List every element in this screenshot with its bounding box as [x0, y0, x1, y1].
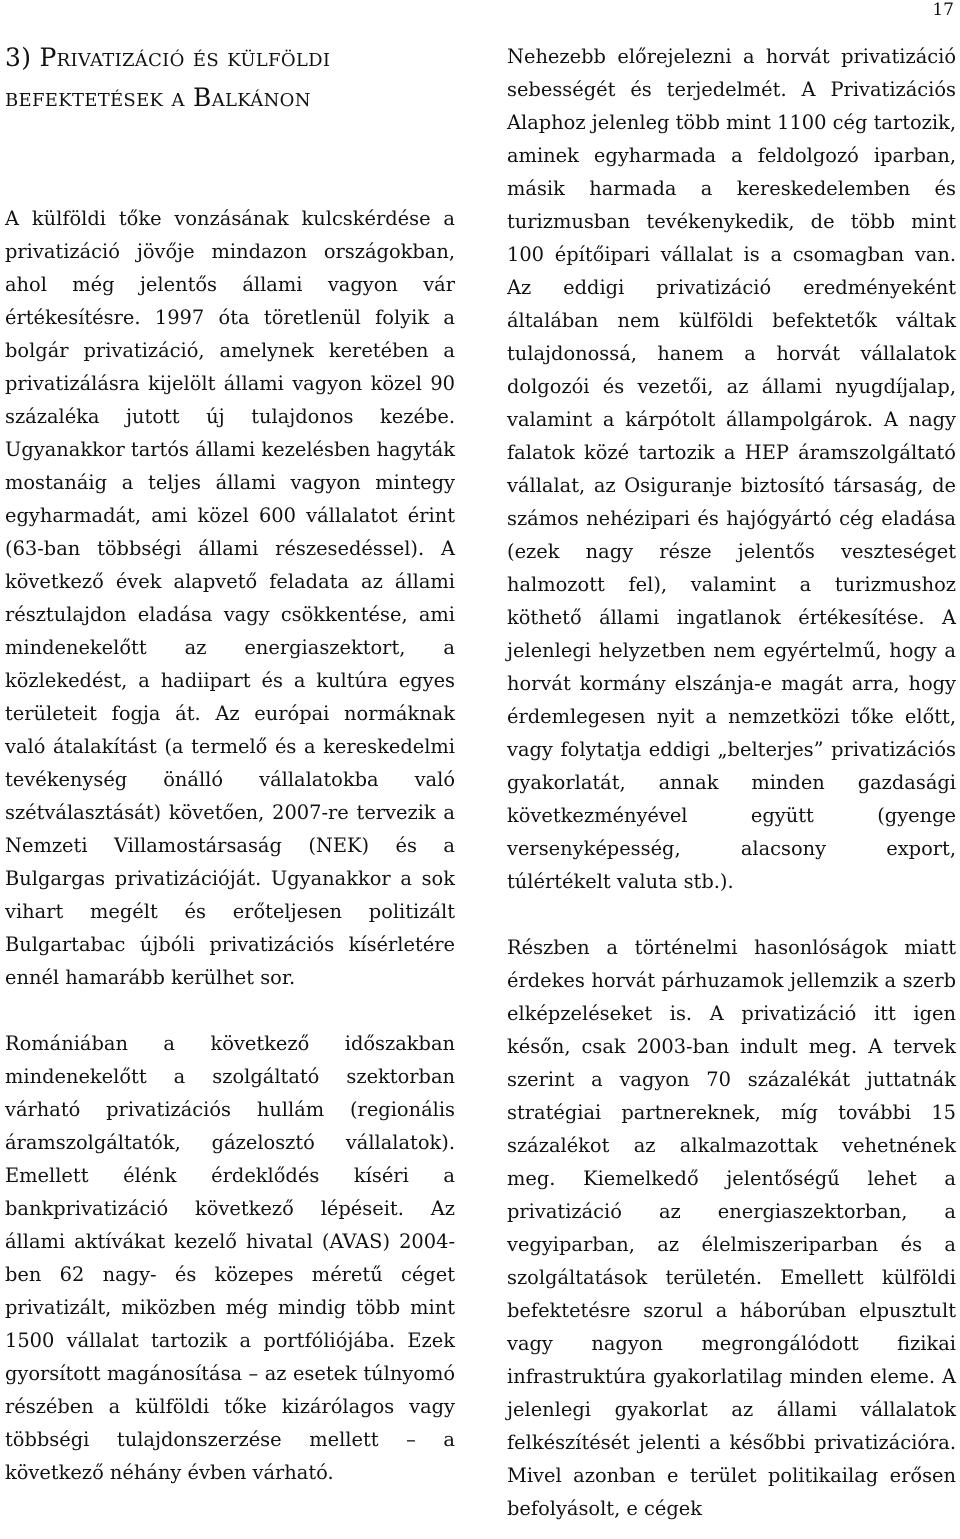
- right-paragraph-1: Nehezebb előrejelezni a horvát privatizáció sebességét és terjedelmét. A Privatizációs Alaphoz jelenleg több mint 1100 cég tartozik, aminek egyharmada a feldolgozó iparban, másik harmada a kereskedelemben és turizmusban tevékenykedik, de több mint 100 építőipari vállalat is a csomagban van. Az eddigi privatizáció eredményeként általában nem külföldi befektetők váltak tulajdonossá, hanem a horvát vállalatok dolgozói és vezetői, az állami nyugdíjalap, valamint a kárpótolt állampolgárok. A nagy falatok közé tartozik a HEP áramszolgáltató vállalat, az Osiguranje biztosító társaság, de számos nehézipari és hajógyártó cég eladása (ezek nagy része jelentős veszteséget halmozott fel), valamint a turizmushoz köthető állami ingatlanok értékesítése. A jelenlegi helyzetben nem egyértelmű, hogy a horvát kormány elszánja-e magát arra, hogy érdemlegesen nyit a nemzetközi tőke előtt, vagy folytatja eddigi „belterjes” privatizációs gyakorlatát, annak minden gazdasági következményével együtt (gyenge versenyképesség, alacsony export, túlértékelt valuta stb.).: [507, 45, 956, 893]
- right-paragraph-2: Részben a történelmi hasonlóságok miatt érdekes horvát párhuzamok jellemzik a szerb elképzeléseket is. A privatizáció itt igen későn, csak 2003-ban indult meg. A tervek szerint a vagyon 70 százalékát juttatnák stratégiai partnereknek, míg további 15 százalékot az alkalmazottak vehetnének meg. Kiemelkedő jelentőségű lehet a privatizáció az energiaszektorban, a vegyiparban, az élelmiszeriparban és a szolgáltatások területén. Emellett külföldi befektetésre szorul a háborúban elpusztult vagy nagyon megrongálódott fizikai infrastruktúra gyakorlatilag minden eleme. A jelenlegi gyakorlat az állami vállalatok felkészítését jelenti a későbbi privatizációra. Mivel azonban e terület politikailag erősen befolyásolt, e cégek: [507, 936, 956, 1520]
- right-column: [507, 40, 956, 1525]
- left-paragraph-2: Romániában a következő időszakban mindenekelőtt a szolgáltató szektorban várható privatizációs hullám (regionális áramszolgáltatók, gázelosztó vállalatok). Emellett élénk érdeklődés kíséri a bankprivatizáció következő lépéseit. Az állami aktívákat kezelő hivatal (AVAS) 2004-ben 62 nagy- és közepes méretű céget privatizált, miközben még mindig több mint 1500 vállalat tartozik a portfóliójába. Ezek gyorsított magánosítása – az esetek túlnyomó részében a külföldi tőke kizárólagos vagy többségi tulajdonszerzése mellett – a következő néhány évben várható.: [5, 1032, 455, 1484]
- page-number: 17: [932, 0, 954, 20]
- section-title: 3) Privatizáció és külföldi befektetések a Balkánon: [5, 43, 331, 112]
- left-paragraph-1: A külföldi tőke vonzásának kulcskérdése a privatizáció jövője mindazon országokban, ahol még jelentős állami vagyon vár értékesítésre. 1997 óta töretlenül folyik a bolgár privatizáció, amelynek keretében a privatizálásra kijelölt állami vagyon közel 90 százaléka jutott új tulajdonos kezébe. Ugyanakkor tartós állami kezelésben hagyták mostanáig a teljes állami vagyon mintegy egyharmadát, ami közel 600 vállalatot érint (63-ban többségi állami részesedéssel). A következő évek alapvető feladata az állami résztulajdon eladása vagy csökkentése, ami mindenekelőtt az energiaszektort, a közlekedést, a hadiipart és a kultúra egyes területeit fogja át. Az európai normáknak való átalakítást (a termelő és a kereskedelmi tevékenység önálló vállalatokba való szétválasztását) követően, 2007-re tervezik a Nemzeti Villamostársaság (NEK) és a Bulgargas privatizációját. Ugyanakkor a sok vihart megélt és erőteljesen politizált Bulgartabac újbóli privatizációs kísérletére ennél hamarább kerülhet sor.: [5, 207, 456, 989]
- left-column: [5, 0, 455, 1489]
